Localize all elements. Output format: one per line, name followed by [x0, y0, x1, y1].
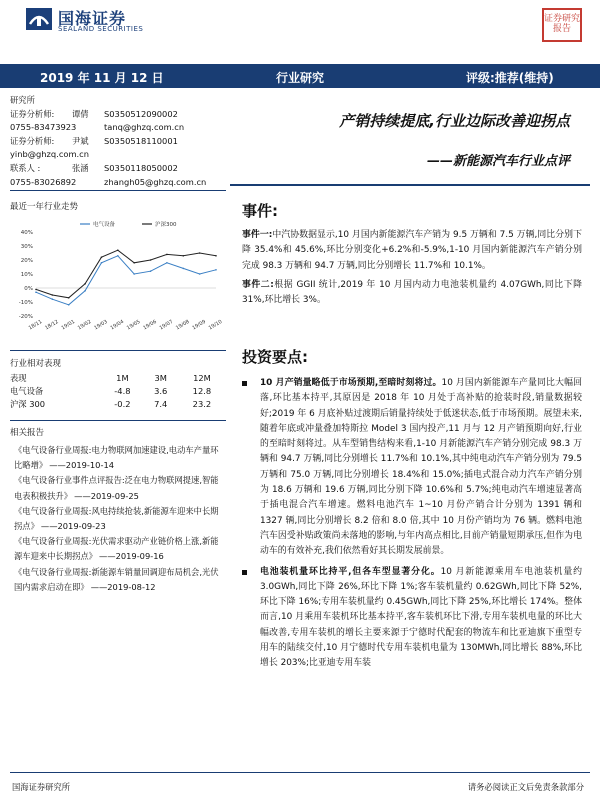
y-tick-label: -20%: [18, 314, 33, 320]
table-row: [10, 384, 226, 397]
y-tick-label: 40%: [20, 230, 33, 236]
related-report-date: ——2019-09-25: [74, 490, 139, 501]
analyst-value: S0350118050002: [104, 162, 178, 173]
analyst-label: 0755-83473923: [10, 122, 77, 133]
related-report-item[interactable]: [14, 565, 226, 595]
data-point: [35, 291, 37, 293]
invest-section: [242, 376, 582, 677]
data-point: [52, 294, 54, 296]
event-text: 根据 GGII 统计,2019 年 10 月国内动力电池装机量约 4.07GWh,同比下降 31%,环比增长 3%。: [242, 279, 582, 306]
series-line-0: [36, 256, 216, 305]
data-point: [215, 255, 217, 257]
x-tick-label: 19/02: [76, 318, 93, 332]
analyst-line: [10, 176, 226, 190]
analyst-line: [10, 121, 226, 135]
analyst-value: S0350518110001: [104, 135, 178, 146]
related-report-title: 《电气设备行业周报:风电持续抢装,新能源车迎来中长期拐点》: [14, 505, 219, 532]
footer-right: 请务必阅读正文后免责条款部分: [467, 782, 584, 792]
data-point: [150, 259, 152, 261]
related-report-title: 《电气设备行业周报:新能源车销量回调迎布局机会,光伏国内需求启动在即》: [14, 566, 219, 592]
analyst-name: 尹斌: [72, 135, 89, 146]
analyst-name: [72, 176, 104, 190]
data-point: [101, 256, 103, 258]
invest-point-headline: 电池装机量环比持平,但各车型显著分化。: [260, 566, 441, 577]
data-point: [52, 298, 54, 300]
table-cell: -0.2: [114, 398, 131, 409]
related-report-date: ——2019-09-23: [40, 521, 106, 532]
analyst-line: [10, 148, 226, 162]
divider: [10, 190, 226, 191]
series-line-1: [36, 250, 216, 298]
analyst-value: tanq@ghzq.com.cn: [104, 122, 185, 133]
trend-chart: [10, 216, 226, 336]
page-title: 产销持续提底,行业边际改善迎拐点: [339, 112, 570, 130]
data-point: [150, 270, 152, 272]
x-tick-label: 19/06: [142, 318, 158, 332]
invest-point: [242, 376, 582, 560]
analyst-label: 证券分析师:: [10, 135, 55, 146]
x-tick-label: 19/10: [207, 318, 224, 332]
analyst-label: 联系人 :: [10, 162, 41, 173]
x-tick-label: 19/04: [109, 318, 126, 332]
y-tick-label: 0%: [24, 286, 33, 292]
data-point: [35, 289, 37, 291]
related-report-date: ——2019-08-12: [90, 581, 156, 592]
y-tick-label: 10%: [20, 272, 33, 278]
data-point: [68, 304, 70, 306]
table-header: 3M: [154, 372, 167, 383]
data-point: [215, 269, 217, 271]
data-point: [166, 254, 168, 256]
related-report-item[interactable]: [14, 534, 226, 564]
divider: [10, 350, 226, 351]
legend-label: 电气设备: [93, 222, 116, 228]
legend-label: 沪深300: [155, 222, 177, 228]
analyst-value: S0350512090002: [104, 108, 178, 119]
data-point: [182, 255, 184, 257]
x-tick-label: 19/01: [60, 318, 76, 332]
invest-paragraph: [260, 565, 582, 672]
page-subtitle: ——新能源汽车行业点评: [426, 154, 570, 169]
divider: [10, 772, 590, 773]
x-tick-label: 19/09: [191, 318, 207, 332]
analyst-line: [10, 135, 226, 149]
event-item: [242, 278, 582, 309]
performance-label: 行业相对表现: [10, 359, 62, 369]
invest-point-text: 10 月新能源乘用车电池装机量约 3.0GWh,同比下降 26%,环比下降 1%;客车装机量约 0.62GWh,同比下降 52%,环比下降 16%;专用车装机量约 0.45GWh,同比下降 25%,环比增长 174%。整体而言,10 月乘用车装机环比基本持平,客车装机环比下滑,专用车装机电量的环比大幅改善,专用车装机的增长主要来源于宁德时代配套的物流车和比亚迪旗下重型专用车的陆续交付,10 月宁德时代专用车装机电量为 130MWh,同比增长 88%,环比增长 203%;比亚迪专用车装: [260, 566, 582, 669]
invest-point-headline: 10 月产销量略低于市场预期,至暗时刻将过。: [260, 378, 442, 388]
table-row: [10, 397, 226, 410]
related-report-item[interactable]: [14, 473, 226, 503]
related-label: 相关报告: [10, 428, 45, 438]
report-type: 行业研究: [276, 71, 325, 85]
rating: 评级:推荐(维持): [466, 71, 554, 85]
y-tick-label: 20%: [20, 258, 33, 264]
data-point: [199, 273, 201, 275]
analyst-label: 证券分析师:: [10, 108, 55, 119]
logo-cn: 国海证券: [58, 9, 127, 28]
data-point: [84, 283, 86, 285]
analyst-label: 研究所: [10, 95, 35, 105]
related-report-item[interactable]: [14, 504, 226, 534]
related-report-item[interactable]: [14, 443, 226, 473]
analyst-label: yinb@ghzq.com.cn: [10, 149, 89, 160]
analyst-line: [10, 162, 226, 176]
x-tick-label: 19/08: [175, 318, 191, 332]
analyst-name: [72, 94, 104, 108]
event-label: 事件一:: [242, 230, 273, 240]
y-tick-label: 30%: [20, 244, 33, 250]
event-label: 事件二:: [242, 279, 274, 290]
logo-en: SEALAND SECURITIES: [58, 25, 144, 33]
analyst-name: [72, 148, 104, 162]
event-section: [242, 228, 582, 312]
event-heading: 事件:: [242, 202, 278, 220]
footer-left: 国海证券研究所: [12, 782, 71, 792]
invest-point: [242, 565, 582, 672]
divider: [230, 184, 590, 186]
table-cell: -4.8: [114, 385, 131, 396]
related-report-title: 《电气设备行业事件点评报告:泛在电力物联网提速,智能电表积极扶升》: [14, 475, 219, 501]
company-logo-icon: [26, 8, 52, 30]
table-cell: 3.6: [154, 385, 168, 396]
data-point: [68, 297, 70, 299]
related-report-title: 《电气设备行业周报:电力物联网加速建设,电动车产量环比略增》: [14, 445, 219, 471]
report-seal: 证券研究报告: [542, 8, 582, 42]
related-report-date: ——2019-09-16: [98, 551, 164, 562]
table-header: 表现: [10, 372, 27, 383]
analyst-name: 张涵: [72, 162, 89, 173]
data-point: [199, 252, 201, 254]
y-tick-label: -10%: [18, 300, 33, 306]
table-cell: 电气设备: [10, 385, 44, 396]
x-tick-label: 19/07: [158, 318, 175, 332]
data-point: [117, 255, 119, 257]
x-tick-label: 18/12: [44, 318, 60, 332]
x-tick-label: 19/05: [125, 318, 142, 332]
x-tick-label: 19/03: [93, 318, 109, 332]
table-header: 1M: [116, 372, 129, 383]
analyst-name: [72, 121, 104, 135]
data-point: [182, 268, 184, 270]
data-point: [101, 262, 103, 264]
event-item: [242, 228, 582, 274]
x-tick-label: 18/11: [27, 318, 44, 332]
bullet-icon: [242, 570, 247, 575]
invest-heading: 投资要点:: [242, 348, 308, 366]
analyst-label: 0755-83026892: [10, 176, 77, 187]
table-header-row: [10, 371, 226, 384]
trend-label: 最近一年行业走势: [10, 202, 79, 212]
table-cell: 7.4: [154, 398, 168, 409]
bullet-icon: [242, 381, 247, 386]
event-text: 中汽协数据显示,10 月国内新能源汽车产销为 9.5 万辆和 7.5 万辆,同比分别下降 35.4%和 45.6%,环比分别变化+6.2%和-5.9%,1-10 月国内新能源汽车产销分别完成 98.3 万辆和 94.7 万辆,同比分别增长 11.7%和 10.1%。: [242, 230, 582, 271]
report-date: 2019 年 11 月 12 日: [40, 71, 164, 85]
table-cell: 23.2: [192, 398, 212, 409]
table-header: 12M: [193, 372, 211, 383]
analyst-name: 谭倩: [72, 108, 89, 119]
header-bar: [0, 64, 600, 88]
related-report-title: 《电气设备行业周报:光伏需求驱动产业链价格上涨,新能源车迎来中长期拐点》: [14, 536, 219, 562]
performance-table: [10, 371, 226, 410]
invest-point-text: 10 月国内新能源车产量同比大幅回落,环比基本持平,其原因是 2018 年 10 月处于高补贴的抢装时段,销量数据较好;2019 年 6 月底补贴过渡期后销量持续处于低迷状态,低于市场预期。展望未来,随着年底或冲量叠加特斯拉 Model 3 国内投产,11 月与 12 月产销预期向好,行业的至暗时刻将过。从车型销售结构来看,1-10 月新能源汽车产销分别完成 98.3 万辆和 94.7 万辆,同比分别增长 11.7%和 10.1%,其中纯电动汽车产销分别为 79.5 万辆和 75.0 万辆,同比分别增长 18.4%和 15.0%;插电式混合动力汽车产销分别为 18.6 万辆和 19.6 万辆,同比分别下降 10.6%和 5.7%;纯电动汽车增速显著高于插电混合汽车增速。燃料电池汽车 1~10 月份产销合计分别为 1391 辆和 1327 辆,同比分别增长 8.2 倍和 8.0 倍,其中 10 月份产销均为 76 辆。燃料电池汽车因受补贴政策尚未落地的影响,与年内高点相比,目前产销量短期承压,但作为电动车的有效补充,我们依然看好其长期发展前景。: [260, 378, 582, 557]
analyst-info: [10, 94, 226, 189]
related-reports: [14, 443, 226, 595]
data-point: [117, 249, 119, 251]
data-point: [166, 262, 168, 264]
data-point: [84, 290, 86, 292]
analyst-value: zhangh05@ghzq.com.cn: [104, 176, 207, 187]
table-cell: 沪深 300: [10, 398, 46, 409]
related-report-date: ——2019-10-14: [49, 460, 115, 471]
analyst-line: [10, 94, 226, 108]
data-point: [133, 262, 135, 264]
invest-paragraph: [260, 376, 582, 560]
analyst-line: [10, 108, 226, 122]
divider: [10, 420, 226, 421]
data-point: [133, 273, 135, 275]
table-cell: 12.8: [192, 385, 212, 396]
